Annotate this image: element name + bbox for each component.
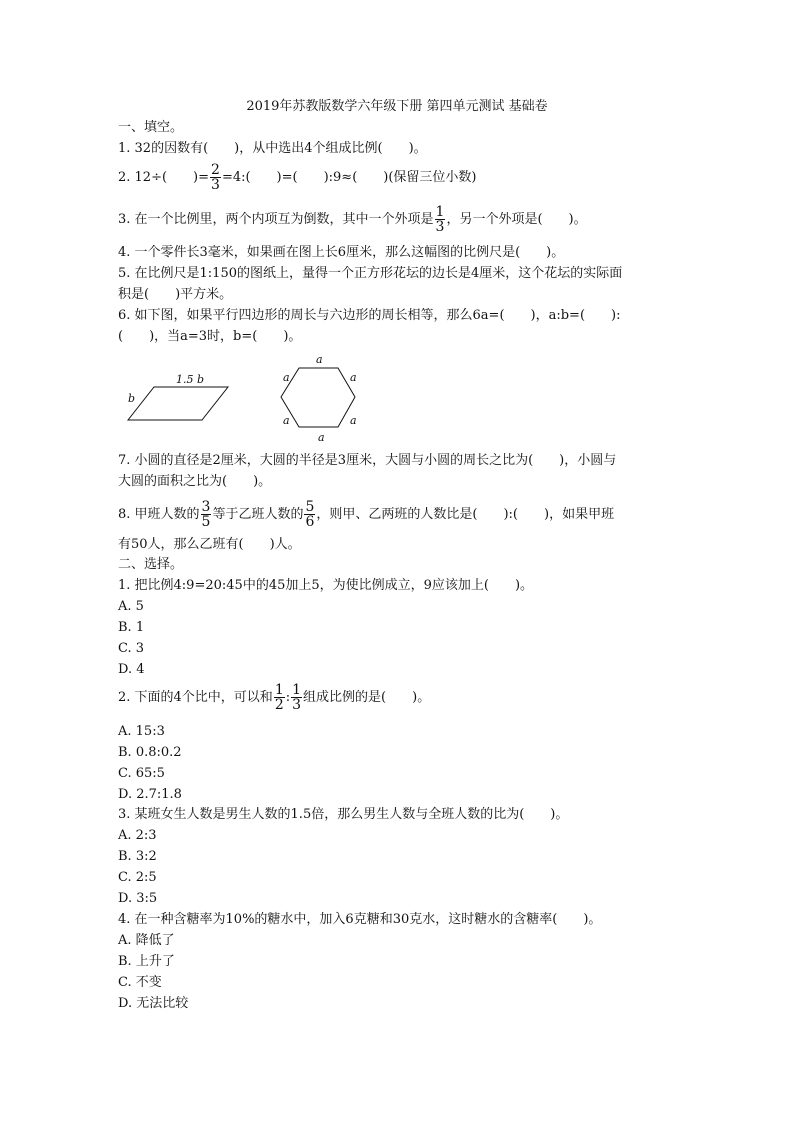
question-1-5-line1: 5. 在比例尺是1:150的图纸上，量得一个正方形花坛的边长是4厘米，这个花坛的实际面 bbox=[118, 266, 623, 281]
page-title: 2019年苏教版数学六年级下册 第四单元测试 基础卷 bbox=[246, 99, 548, 114]
numerator: 1 bbox=[274, 682, 284, 698]
question-2-3-stem: 3. 某班女生人数是男生人数的1.5倍，那么男生人数与全班人数的比为( )。 bbox=[118, 807, 569, 822]
fraction bbox=[304, 500, 315, 529]
option-2-3-b: B. 3:2 bbox=[118, 849, 157, 864]
option-2-3-d: D. 3:5 bbox=[118, 891, 158, 906]
fraction bbox=[291, 683, 302, 712]
option-2-1-b: B. 1 bbox=[118, 620, 145, 635]
option-2-4-b: B. 上升了 bbox=[118, 954, 175, 969]
question-1-6-line1: 6. 如下图，如果平行四边形的周长与六边形的周长相等，那么6a=( )，a:b=( ): bbox=[118, 308, 621, 323]
fraction bbox=[210, 163, 221, 192]
question-1-2 bbox=[118, 163, 477, 192]
option-2-2-a: A. 15:3 bbox=[118, 724, 165, 739]
fraction bbox=[201, 500, 212, 529]
option-2-3-a: A. 2:3 bbox=[118, 828, 157, 843]
question-1-7-line1: 7. 小圆的直径是2厘米，大圆的半径是3厘米，大圆与小圆的周长之比为( )，小圆与 bbox=[118, 453, 617, 468]
question-1-6-line2: ( )，当a=3时，b=( )。 bbox=[118, 329, 302, 344]
question-2-2-stem bbox=[118, 683, 430, 712]
question-1-5-line2: 积是( )平方米。 bbox=[118, 287, 233, 302]
hexagon-label-lower-right: a bbox=[350, 414, 357, 427]
hexagon-label-top: a bbox=[316, 353, 323, 366]
hexagon-label-lower-left: a bbox=[283, 414, 290, 427]
option-2-4-a: A. 降低了 bbox=[118, 933, 175, 948]
denominator: 3 bbox=[211, 177, 220, 193]
q3-text-b: ，另一个外项是( )。 bbox=[446, 212, 587, 227]
q2-text-a: 2. 12÷( )= bbox=[118, 170, 210, 185]
question-1-3 bbox=[118, 205, 587, 234]
question-1-4: 4. 一个零件长3毫米，如果画在图上长6厘米，那么这幅图的比例尺是( )。 bbox=[118, 245, 565, 260]
section1-heading: 一、填空。 bbox=[118, 120, 184, 135]
parallelogram-figure bbox=[128, 387, 228, 420]
section2-heading: 二、选择。 bbox=[118, 557, 184, 572]
option-2-1-c: C. 3 bbox=[118, 641, 145, 656]
question-1-1: 1. 32的因数有( )，从中选出4个组成比例( )。 bbox=[118, 141, 427, 156]
q3-text-a: 3. 在一个比例里，两个内项互为倒数，其中一个外项是 bbox=[118, 212, 434, 227]
denominator: 2 bbox=[274, 697, 284, 713]
denominator: 5 bbox=[201, 514, 211, 530]
option-2-1-d: D. 4 bbox=[118, 662, 145, 677]
hexagon-label-upper-left: a bbox=[283, 371, 290, 384]
option-2-1-a: A. 5 bbox=[118, 599, 144, 614]
denominator: 6 bbox=[305, 514, 315, 530]
hexagon-figure bbox=[281, 368, 355, 427]
q8-text-a: 8. 甲班人数的 bbox=[118, 507, 200, 522]
fraction bbox=[274, 683, 285, 712]
hexagon-label-bottom: a bbox=[318, 431, 325, 444]
ratio-colon: : bbox=[285, 690, 291, 705]
hexagon-label-upper-right: a bbox=[350, 371, 357, 384]
numerator: 3 bbox=[201, 499, 211, 515]
q2-2-text-b: 组成比例的是( )。 bbox=[303, 690, 431, 705]
parallelogram-top-label: 1.5 b bbox=[176, 373, 205, 386]
option-2-4-d: D. 无法比较 bbox=[118, 996, 189, 1011]
denominator: 3 bbox=[435, 219, 445, 235]
q2-text-b: =4:( )=( ):9≈( )(保留三位小数) bbox=[221, 170, 477, 185]
denominator: 3 bbox=[292, 697, 302, 713]
figure-shapes bbox=[118, 352, 378, 447]
option-2-3-c: C. 2:5 bbox=[118, 870, 157, 885]
q8-text-c: ，则甲、乙两班的人数比是( ):( )，如果甲班 bbox=[316, 507, 615, 522]
option-2-2-d: D. 2.7:1.8 bbox=[118, 787, 182, 802]
option-2-4-c: C. 不变 bbox=[118, 975, 162, 990]
numerator: 1 bbox=[435, 204, 445, 220]
question-2-4-stem: 4. 在一种含糖率为10%的糖水中，加入6克糖和30克水，这时糖水的含糖率( )。 bbox=[118, 912, 602, 927]
fraction bbox=[435, 205, 446, 234]
question-1-8 bbox=[118, 500, 614, 529]
question-1-7-line2: 大圆的面积之比为( )。 bbox=[118, 474, 272, 489]
question-2-1-stem: 1. 把比例4:9=20:45中的45加上5，为使比例成立，9应该加上( )。 bbox=[118, 578, 534, 593]
q8-text-b: 等于乙班人数的 bbox=[212, 507, 304, 522]
q2-2-text-a: 2. 下面的4个比中，可以和 bbox=[118, 690, 273, 705]
numerator: 1 bbox=[292, 682, 302, 698]
numerator: 5 bbox=[305, 499, 315, 515]
option-2-2-c: C. 65:5 bbox=[118, 766, 165, 781]
option-2-2-b: B. 0.8:0.2 bbox=[118, 745, 182, 760]
parallelogram-side-label: b bbox=[128, 392, 136, 405]
question-1-8-line2: 有50人，那么乙班有( )人。 bbox=[118, 537, 301, 552]
numerator: 2 bbox=[211, 162, 220, 178]
